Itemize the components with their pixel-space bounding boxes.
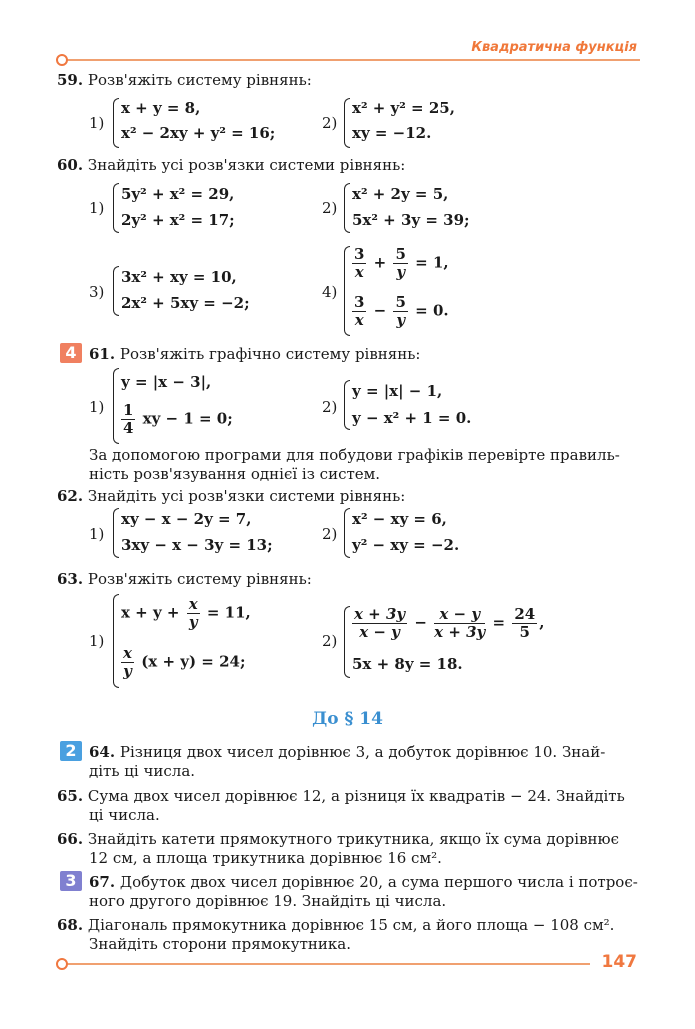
problem-59-brace-2 <box>344 98 350 148</box>
section-heading: До § 14 <box>312 709 383 729</box>
problem-62-eq-2b: y² − xy = −2. <box>352 536 460 554</box>
problem-63-eq-2a: $\frac{x + 3y}{x - y}$ − $\frac{x - y}{x + 3y}$ = $\frac{24}{5}$ , <box>354 605 545 641</box>
header-circle-marker <box>56 54 68 66</box>
problem-61-label-1: 1) <box>89 398 105 416</box>
fraction: $\frac{x - y}{x + 3y}$ <box>434 605 486 641</box>
problem-61-eq-1a: y = |x − 3|, <box>121 373 212 391</box>
page-number: 147 <box>601 952 637 972</box>
footer-circle-marker <box>56 958 68 970</box>
problem-60-label-2: 2) <box>322 199 338 217</box>
problem-62-eq-2a: x² − xy = 6, <box>352 510 447 528</box>
problem-59-statement: 59. Розв'яжіть систему рівнянь: <box>57 71 312 89</box>
problem-62-label-2: 2) <box>322 525 338 543</box>
problem-64-line-1: 64. Різниця двох чисел дорівнює 3, а добуток дорівнює 10. Знай- <box>89 743 606 761</box>
problem-61-note-line-2: ність розв'язування однієї із систем. <box>89 465 381 483</box>
problem-60-brace-2 <box>344 183 350 233</box>
footer-rule <box>62 963 590 965</box>
problem-60-eq-3b: 2x² + 5xy = −2; <box>121 294 250 312</box>
problem-59-label-1: 1) <box>89 114 105 132</box>
problem-60-eq-1a: 5y² + x² = 29, <box>121 185 235 203</box>
problem-63-label-1: 1) <box>89 632 105 650</box>
problem-62-label-1: 1) <box>89 525 105 543</box>
problem-68-line-2: Знайдіть сторони прямокутника. <box>89 935 352 953</box>
header-rule <box>62 59 640 61</box>
problem-61-eq-1b: $\frac{1}{4}$ xy − 1 = 0; <box>123 401 233 437</box>
problem-65-line-1: 65. Сума двох чисел дорівнює 12, а різниця їх квадратів − 24. Знайдіть <box>57 787 625 805</box>
problem-60-eq-1b: 2y² + x² = 17; <box>121 211 235 229</box>
problem-60-eq-4a: $\frac{3}{x}$ + $\frac{5}{y}$ = 1, <box>354 245 449 281</box>
problem-61-note-line-1: За допомогою програми для побудови графіків перевірте правиль- <box>89 446 620 464</box>
problem-67-line-2: ного другого дорівнює 19. Знайдіть ці числа. <box>89 892 447 910</box>
problem-59-label-2: 2) <box>322 114 338 132</box>
problem-59-eq-2a: x² + y² = 25, <box>352 99 455 117</box>
problem-67-line-1: 67. Добуток двох чисел дорівнює 20, а сума першого числа і потроє- <box>89 873 638 891</box>
problem-59-eq-2b: xy = −12. <box>352 124 432 142</box>
problem-68-line-1: 68. Діагональ прямокутника дорівнює 15 см, а його площа − 108 см². <box>57 916 615 934</box>
problem-62-statement: 62. Знайдіть усі розв'язки системи рівнянь: <box>57 487 406 505</box>
fraction: $\frac{x + 3y}{x - y}$ <box>354 605 406 641</box>
problem-60-eq-2a: x² + 2y = 5, <box>352 185 449 203</box>
problem-62-eq-1a: xy − x − 2y = 7, <box>121 510 252 528</box>
problem-62-brace-1 <box>113 508 119 558</box>
problem-61-brace-2 <box>344 380 350 430</box>
difficulty-badge-4: 4 <box>60 343 82 363</box>
problem-60-label-1: 1) <box>89 199 105 217</box>
problem-62-eq-1b: 3xy − x − 3y = 13; <box>121 536 273 554</box>
problem-60-label-3: 3) <box>89 283 105 301</box>
problem-60-eq-2b: 5x² + 3y = 39; <box>352 211 470 229</box>
difficulty-badge-2: 2 <box>60 741 82 761</box>
fraction: $\frac{3}{x}$ <box>354 293 365 329</box>
running-header: Квадратична функція <box>471 40 637 55</box>
fraction: $\frac{x}{y}$ <box>188 595 198 631</box>
fraction: $\frac{3}{x}$ <box>354 245 365 281</box>
fraction: $\frac{1}{4}$ <box>123 401 134 437</box>
problem-61-label-2: 2) <box>322 398 338 416</box>
difficulty-badge-3: 3 <box>60 871 82 891</box>
problem-63-eq-1a: x + y + $\frac{x}{y}$ = 11, <box>121 595 251 631</box>
problem-63-statement: 63. Розв'яжіть систему рівнянь: <box>57 570 312 588</box>
problem-59-brace-1 <box>113 98 119 148</box>
problem-63-eq-2b: 5x + 8y = 18. <box>352 655 463 673</box>
problem-62-brace-2 <box>344 508 350 558</box>
problem-63-label-2: 2) <box>322 632 338 650</box>
fraction: $\frac{x}{y}$ <box>123 644 132 680</box>
problem-64-line-2: діть ці числа. <box>89 762 196 780</box>
problem-66-line-2: 12 см, а площа трикутника дорівнює 16 см². <box>89 849 442 867</box>
problem-60-eq-4b: $\frac{3}{x}$ − $\frac{5}{y}$ = 0. <box>354 293 449 329</box>
problem-60-eq-3a: 3x² + xy = 10, <box>121 268 237 286</box>
problem-66-line-1: 66. Знайдіть катети прямокутного трикутника, якщо їх сума дорівнює <box>57 830 619 848</box>
problem-60-brace-1 <box>113 183 119 233</box>
problem-59-eq-1b: x² − 2xy + y² = 16; <box>121 124 276 142</box>
problem-65-line-2: ці числа. <box>89 806 160 824</box>
fraction: $\frac{5}{y}$ <box>395 293 406 329</box>
problem-61-eq-2a: y = |x| − 1, <box>352 382 443 400</box>
fraction: $\frac{5}{y}$ <box>395 245 406 281</box>
problem-61-eq-2b: y − x² + 1 = 0. <box>352 409 472 427</box>
problem-59-eq-1a: x + y = 8, <box>121 99 201 117</box>
problem-60-label-4: 4) <box>322 283 338 301</box>
fraction: $\frac{24}{5}$ <box>514 605 536 641</box>
problem-60-brace-3 <box>113 266 119 316</box>
problem-60-statement: 60. Знайдіть усі розв'язки системи рівнянь: <box>57 156 406 174</box>
problem-61-statement: 61. Розв'яжіть графічно систему рівнянь: <box>89 345 421 363</box>
problem-63-eq-1b: $\frac{x}{y}$ (x + y) = 24; <box>123 644 246 680</box>
